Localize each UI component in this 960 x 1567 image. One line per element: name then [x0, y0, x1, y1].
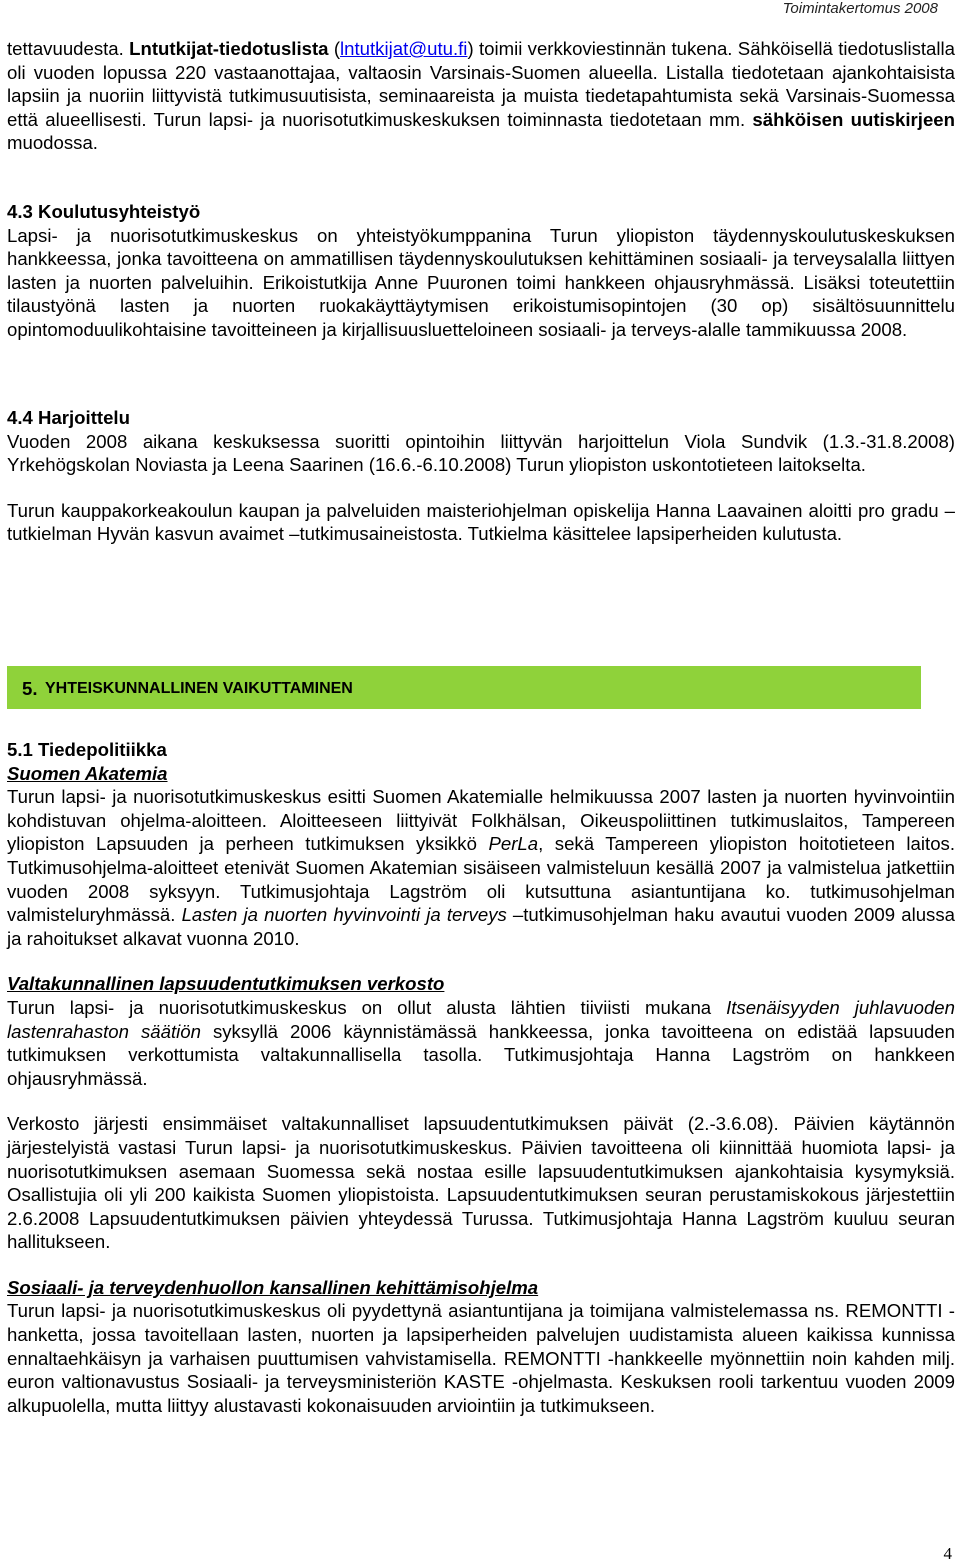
- subheading-kehittamisohjelma: Sosiaali- ja terveydenhuollon kansallinen kehittämisohjelma: [7, 1276, 539, 1298]
- chapter-title: YHTEISKUNNALLINEN VAIKUTTAMINEN: [45, 680, 353, 697]
- running-header: Toimintakertomus 2008: [782, 0, 938, 17]
- section-body: Lapsi- ja nuorisotutkimuskeskus on yhteistyökumppanina Turun yliopiston täydennyskoulutuskeskuksen hankkeessa, jonka tavoitteena on ammatillisen täydennyskoulutuksen kehittäminen sosiaali- ja terveysalalla liittyen lasten ja nuorten palveluihin. Erikoistutkija Anne Puuronen toimi hankkeen ohjausryhmässä. Lisäksi toteutettiin tilaustyönä lasten ja nuorten ruokakäyttäytymisen erikoistumisopintojen (30 op) sisältösuunnittelu opintomoduulikohtaisine tavoitteineen ja kirjallisuusluetteloineen sosiaali- ja terveys-alalle tammikuussa 2008.: [7, 224, 955, 340]
- section-heading: 4.4 Harjoittelu: [7, 407, 130, 428]
- mailing-list-name: Lntutkijat-tiedotuslista: [129, 38, 329, 59]
- paragraph-verkosto: Turun lapsi- ja nuorisotutkimuskeskus on ollut alusta lähtien tiiviisti mukana Itsenäisyyden juhlavuoden lastenrahaston säätiön syksyllä 2006 käynnistämässä hankkeessa, jonka tavoitteena on edistää lapsuuden tutkimuksen verkottumista valtakunnallisella tasolla. Tutkimusjohtaja Hanna Lagström on hankkeen ohjausryhmässä.: [7, 996, 955, 1089]
- intro-paragraph: tettavuudesta. Lntutkijat-tiedotuslista (lntutkijat@utu.fi) toimii verkkoviestinnän tukena. Sähköisellä tiedotuslistalla oli vuoden lopussa 220 vastaanottajaa, valtaosin Varsinais-Suomen alueella. Listalla tiedotetaan ajankohtaisista lapsiin ja nuoriin liittyvistä tutkimusuutisista, seminaareista ja muista tiedetapahtumista sekä Varsinais-Suomessa että alueellisesti. Turun lapsi- ja nuorisotutkimuskeskuksen toiminnasta tiedotetaan mm. sähköisen uutiskirjeen muodossa.: [7, 38, 955, 154]
- section-4-3: [7, 200, 955, 342]
- subheading-verkosto: Valtakunnallinen lapsuudentutkimuksen verkosto: [7, 973, 445, 995]
- paragraph-akatemia: Turun lapsi- ja nuorisotutkimuskeskus esitti Suomen Akatemialle helmikuussa 2007 lasten ja nuorten hyvinvointiin kohdistuvan ohjelma-aloitteen. Aloitteeseen liittyivät Folkhälsan, Oikeuspoliittinen tutkimuslaitos, Tampereen yliopiston Lapsuuden ja perheen tutkimuksen yksikkö PerLa, sekä Tampereen yliopiston hoitotieteen laitos. Tutkimusohjelma-aloitteet etenivät Suomen Akatemian sisäiseen valmisteluun kesällä 2007 ja valmistelua jatkettiin vuoden 2008 syksyyn. Tutkimusjohtaja Lagström oli kutsuttuna asiantuntijana ko. tutkimusohjelman valmisteluryhmässä. Lasten ja nuorten hyvinvointi ja terveys –tutkimusohjelman haku avautui vuoden 2009 alussa ja rahoitukset alkavat vuonna 2010.: [7, 786, 955, 949]
- newsletter-term: sähköisen uutiskirjeen: [752, 108, 955, 130]
- section-heading: 4.3 Koulutusyhteistyö: [7, 201, 201, 222]
- mailing-list-email-link[interactable]: lntutkijat@utu.fi: [340, 38, 468, 59]
- section-4-4: [7, 406, 955, 546]
- chapter-5-banner: [7, 666, 921, 709]
- chapter-number: 5.: [22, 678, 38, 699]
- page-number: 4: [943, 1544, 952, 1563]
- section-heading: 5.1 Tiedepolitiikka: [7, 739, 167, 760]
- paragraph-paivat: Verkosto järjesti ensimmäiset valtakunnalliset lapsuudentutkimuksen päivät (2.-3.6.08). Päivien käytännön järjestelyistä vastasi Turun lapsi- ja nuorisotutkimuskeskus. Päivien tavoitteena oli kiinnittää huomiota lapsi- ja nuorisotutkimuksen asemaan Suomessa sekä nostaa esille lapsuudentutkimuksen ajankohtaisia kysymyksiä. Osallistujia oli yli 200 kaikista Suomen yliopistoista. Lapsuudentutkimuksen seuran perustamiskokous järjestettiin 2.6.2008 Lapsuudentutkimuksen päivien yhteydessä Turussa. Tutkimusjohtaja Hanna Lagström kuuluu seuran hallitukseen.: [7, 1113, 955, 1253]
- subheading-suomen-akatemia: Suomen Akatemia: [7, 762, 168, 784]
- section-body: Turun kauppakorkeakoulun kaupan ja palveluiden maisteriohjelman opiskelija Hanna Laavainen aloitti pro gradu –tutkielman Hyvän kasvun avaimet –tutkimusaineistosta. Tutkielma käsittelee lapsiperheiden kulutusta.: [7, 499, 955, 545]
- paragraph-remontti: Turun lapsi- ja nuorisotutkimuskeskus oli pyydettynä asiantuntijana ja toimijana valmistelemassa ns. REMONTTI -hanketta, jossa tavoitellaan lasten, nuorten ja lapsiperheiden palvelujen uudistamista alueen kaikissa kunnissa ennaltaehkäisyn ja varhaisen puuttumisen vahvistamisella. REMONTTI -hankkeelle myönnettiin noin kahden milj. euron valtionavustus Sosiaali- ja terveysministeriön KASTE -ohjelmasta. Keskuksen rooli tarkentuu vuoden 2009 alkupuolella, mutta liittyy alustavasti kokonaisuuden arviointiin ja tutkimukseen.: [7, 1300, 955, 1416]
- section-5-1: [7, 738, 955, 1417]
- section-body: Vuoden 2008 aikana keskuksessa suoritti opintoihin liittyvän harjoittelun Viola Sundvik (1.3.-31.8.2008) Yrkehögskolan Noviasta ja Leena Saarinen (16.6.-6.10.2008) Turun yliopiston uskontotieteen laitokselta.: [7, 430, 955, 476]
